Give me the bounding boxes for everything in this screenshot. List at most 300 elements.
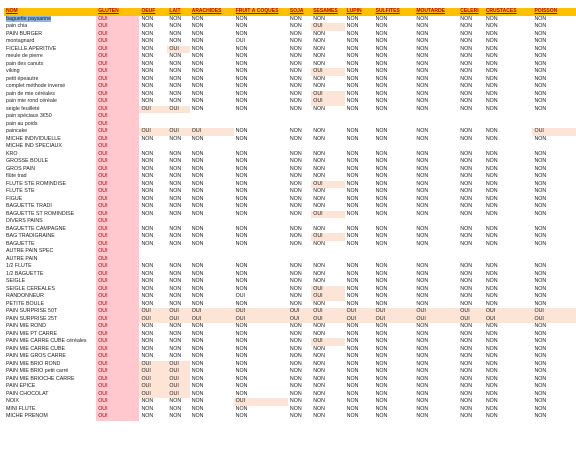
table-row[interactable] xyxy=(4,46,576,54)
allergen-cell[interactable] xyxy=(167,143,189,151)
product-name-cell[interactable] xyxy=(4,61,96,69)
allergen-cell[interactable]: NON xyxy=(375,75,388,82)
table-row[interactable] xyxy=(4,233,576,241)
allergen-cell[interactable]: NON xyxy=(313,225,325,232)
column-header[interactable]: CELERI xyxy=(458,8,484,16)
allergen-cell[interactable]: NON xyxy=(191,353,204,359)
allergen-cell[interactable]: NON xyxy=(375,240,388,247)
allergen-cell[interactable]: NON xyxy=(534,323,547,329)
allergen-cell[interactable]: NON xyxy=(235,345,248,352)
allergen-cell[interactable] xyxy=(484,256,533,264)
allergen-cell[interactable]: NON xyxy=(289,368,302,374)
allergen-cell[interactable]: NON xyxy=(313,60,325,67)
allergen-cell[interactable]: NON xyxy=(485,293,498,299)
allergen-cell[interactable]: NON xyxy=(235,135,248,142)
allergen-cell[interactable]: NON xyxy=(460,203,473,209)
allergen-cell[interactable] xyxy=(190,143,234,151)
product-name-cell[interactable] xyxy=(4,121,96,129)
allergen-cell[interactable]: NON xyxy=(416,135,429,142)
allergen-cell[interactable]: OUI xyxy=(311,286,344,294)
allergen-cell[interactable]: OUI xyxy=(190,128,234,136)
allergen-cell[interactable]: NON xyxy=(346,390,359,397)
allergen-cell[interactable]: NON xyxy=(289,345,302,352)
allergen-cell[interactable]: OUI xyxy=(96,406,139,414)
allergen-cell[interactable]: NON xyxy=(460,233,473,239)
allergen-cell[interactable] xyxy=(374,121,415,129)
allergen-cell[interactable]: NON xyxy=(191,233,204,239)
allergen-cell[interactable]: NON xyxy=(346,240,359,247)
allergen-cell[interactable]: NON xyxy=(485,23,498,29)
allergen-cell[interactable]: NON xyxy=(460,345,473,352)
allergen-cell[interactable]: OUI xyxy=(311,68,344,76)
product-name-cell[interactable] xyxy=(4,136,96,144)
allergen-cell[interactable]: NON xyxy=(416,173,429,179)
table-row[interactable] xyxy=(4,241,576,249)
allergen-cell[interactable]: NON xyxy=(169,300,182,307)
allergen-cell[interactable] xyxy=(345,143,374,151)
allergen-cell[interactable]: NON xyxy=(375,38,388,44)
allergen-cell[interactable]: NON xyxy=(141,173,154,179)
allergen-cell[interactable]: NON xyxy=(485,90,498,97)
allergen-cell[interactable]: OUI xyxy=(96,106,139,114)
allergen-cell[interactable]: OUI xyxy=(96,61,139,69)
product-name-cell[interactable] xyxy=(4,53,96,61)
table-row[interactable] xyxy=(4,376,576,384)
allergen-cell[interactable]: NON xyxy=(191,405,204,412)
table-row[interactable] xyxy=(4,383,576,391)
allergen-cell[interactable]: NON xyxy=(460,293,473,299)
allergen-cell[interactable]: NON xyxy=(485,188,498,194)
allergen-cell[interactable]: NON xyxy=(169,173,182,179)
allergen-cell[interactable] xyxy=(458,121,484,129)
allergen-cell[interactable]: NON xyxy=(141,165,154,172)
allergen-cell[interactable]: NON xyxy=(460,180,473,187)
allergen-cell[interactable]: NON xyxy=(289,405,302,412)
allergen-cell[interactable]: NON xyxy=(289,53,302,59)
allergen-cell[interactable]: NON xyxy=(375,383,388,389)
allergen-cell[interactable]: NON xyxy=(375,263,388,269)
allergen-cell[interactable]: NON xyxy=(289,338,302,344)
allergen-cell[interactable]: OUI xyxy=(96,233,139,241)
allergen-cell[interactable] xyxy=(532,256,576,264)
allergen-cell[interactable]: NON xyxy=(141,30,154,37)
allergen-cell[interactable]: NON xyxy=(141,225,154,232)
allergen-cell[interactable]: OUI xyxy=(96,383,139,391)
allergen-cell[interactable]: NON xyxy=(416,60,429,67)
allergen-cell[interactable]: NON xyxy=(534,158,547,164)
allergen-cell[interactable]: NON xyxy=(235,368,248,374)
allergen-cell[interactable]: NON xyxy=(313,75,325,82)
allergen-cell[interactable]: NON xyxy=(289,293,302,299)
allergen-cell[interactable]: NON xyxy=(375,398,388,404)
allergen-cell[interactable]: NON xyxy=(485,15,498,22)
allergen-cell[interactable]: OUI xyxy=(96,31,139,39)
product-name-cell[interactable] xyxy=(4,368,96,376)
allergen-cell[interactable]: NON xyxy=(375,210,388,217)
allergen-cell[interactable]: NON xyxy=(191,30,204,37)
allergen-cell[interactable]: NON xyxy=(141,75,154,82)
product-name-cell[interactable] xyxy=(4,346,96,354)
allergen-cell[interactable]: NON xyxy=(141,38,154,44)
allergen-cell[interactable]: NON xyxy=(375,150,388,157)
allergen-cell[interactable]: NON xyxy=(485,405,498,412)
allergen-cell[interactable]: OUI xyxy=(96,361,139,369)
allergen-cell[interactable]: NON xyxy=(460,68,473,74)
allergen-cell[interactable]: NON xyxy=(375,173,388,179)
allergen-cell[interactable]: OUI xyxy=(96,38,139,46)
allergen-cell[interactable]: NON xyxy=(235,165,248,172)
allergen-cell[interactable] xyxy=(234,143,288,151)
allergen-cell[interactable]: NON xyxy=(534,105,547,112)
allergen-cell[interactable]: NON xyxy=(191,60,204,67)
allergen-cell[interactable]: NON xyxy=(460,38,473,44)
allergen-cell[interactable]: NON xyxy=(416,285,429,292)
allergen-cell[interactable]: NON xyxy=(534,195,547,202)
allergen-cell[interactable]: NON xyxy=(235,45,248,52)
allergen-cell[interactable]: NON xyxy=(191,75,204,82)
product-name-cell[interactable] xyxy=(4,383,96,391)
product-name-cell[interactable] xyxy=(4,331,96,339)
allergen-cell[interactable]: NON xyxy=(235,60,248,67)
allergen-cell[interactable]: NON xyxy=(141,240,154,247)
allergen-cell[interactable]: OUI xyxy=(139,368,167,376)
allergen-cell[interactable]: OUI xyxy=(234,308,288,316)
table-row[interactable] xyxy=(4,76,576,84)
table-row[interactable] xyxy=(4,113,576,121)
allergen-cell[interactable]: NON xyxy=(235,150,248,157)
allergen-cell[interactable]: NON xyxy=(169,225,182,232)
allergen-cell[interactable]: NON xyxy=(235,53,248,59)
allergen-cell[interactable]: NON xyxy=(346,53,359,59)
allergen-cell[interactable]: NON xyxy=(375,90,388,97)
allergen-cell[interactable]: NON xyxy=(141,330,154,337)
allergen-cell[interactable]: NON xyxy=(235,203,248,209)
allergen-cell[interactable]: OUI xyxy=(96,143,139,151)
table-row[interactable] xyxy=(4,136,576,144)
allergen-cell[interactable]: NON xyxy=(235,405,248,412)
allergen-cell[interactable]: NON xyxy=(191,225,204,232)
allergen-cell[interactable] xyxy=(234,121,288,129)
allergen-cell[interactable] xyxy=(484,113,533,121)
allergen-cell[interactable]: NON xyxy=(346,405,359,412)
product-name-cell[interactable] xyxy=(4,113,96,121)
allergen-cell[interactable]: NON xyxy=(141,68,154,74)
allergen-cell[interactable]: OUI xyxy=(96,226,139,234)
allergen-cell[interactable]: NON xyxy=(375,233,388,239)
allergen-cell[interactable]: NON xyxy=(460,15,473,22)
table-row[interactable] xyxy=(4,151,576,159)
allergen-cell[interactable]: NON xyxy=(416,150,429,157)
allergen-cell[interactable]: NON xyxy=(375,360,388,367)
allergen-cell[interactable] xyxy=(288,256,311,264)
allergen-cell[interactable]: NON xyxy=(346,90,359,97)
allergen-cell[interactable]: OUI xyxy=(311,316,344,324)
allergen-cell[interactable] xyxy=(484,218,533,226)
allergen-cell[interactable]: NON xyxy=(416,68,429,74)
allergen-cell[interactable]: NON xyxy=(289,128,302,134)
allergen-cell[interactable]: NON xyxy=(460,270,473,277)
allergen-cell[interactable]: OUI xyxy=(458,308,484,316)
allergen-cell[interactable]: NON xyxy=(169,278,182,284)
product-name-cell[interactable] xyxy=(4,16,96,24)
allergen-cell[interactable] xyxy=(311,256,344,264)
product-name-cell[interactable] xyxy=(4,308,96,316)
allergen-cell[interactable]: NON xyxy=(141,195,154,202)
allergen-cell[interactable]: NON xyxy=(169,233,182,239)
allergen-cell[interactable]: OUI xyxy=(96,398,139,406)
allergen-cell[interactable]: NON xyxy=(169,150,182,157)
allergen-cell[interactable]: NON xyxy=(460,278,473,284)
table-row[interactable] xyxy=(4,166,576,174)
allergen-cell[interactable]: NON xyxy=(534,180,547,187)
allergen-cell[interactable]: NON xyxy=(485,300,498,307)
allergen-cell[interactable]: NON xyxy=(289,233,302,239)
allergen-cell[interactable]: NON xyxy=(534,75,547,82)
allergen-cell[interactable]: NON xyxy=(460,225,473,232)
table-row[interactable] xyxy=(4,398,576,406)
allergen-cell[interactable]: NON xyxy=(460,105,473,112)
table-row[interactable] xyxy=(4,278,576,286)
allergen-cell[interactable]: NON xyxy=(313,83,325,89)
allergen-cell[interactable]: NON xyxy=(416,203,429,209)
product-name-cell[interactable] xyxy=(4,413,96,421)
allergen-cell[interactable] xyxy=(190,256,234,264)
allergen-cell[interactable] xyxy=(311,248,344,256)
allergen-cell[interactable]: NON xyxy=(235,180,248,187)
allergen-cell[interactable]: OUI xyxy=(96,76,139,84)
allergen-cell[interactable]: NON xyxy=(416,30,429,37)
allergen-cell[interactable]: NON xyxy=(169,285,182,292)
allergen-cell[interactable]: NON xyxy=(416,398,429,404)
allergen-cell[interactable] xyxy=(234,113,288,121)
allergen-cell[interactable]: NON xyxy=(289,188,302,194)
allergen-cell[interactable]: NON xyxy=(289,353,302,359)
allergen-cell[interactable]: NON xyxy=(289,135,302,142)
product-name-cell[interactable] xyxy=(4,106,96,114)
allergen-cell[interactable] xyxy=(234,218,288,226)
allergen-cell[interactable] xyxy=(139,218,167,226)
table-row[interactable] xyxy=(4,368,576,376)
allergen-cell[interactable]: NON xyxy=(235,383,248,389)
allergen-cell[interactable]: NON xyxy=(313,330,325,337)
allergen-cell[interactable]: OUI xyxy=(96,338,139,346)
allergen-cell[interactable]: NON xyxy=(346,225,359,232)
allergen-cell[interactable]: NON xyxy=(313,368,325,374)
allergen-cell[interactable]: NON xyxy=(191,23,204,29)
allergen-cell[interactable]: NON xyxy=(485,353,498,359)
allergen-cell[interactable]: OUI xyxy=(96,16,139,24)
allergen-cell[interactable]: NON xyxy=(289,263,302,269)
allergen-cell[interactable]: NON xyxy=(191,68,204,74)
allergen-cell[interactable]: NON xyxy=(235,83,248,89)
allergen-cell[interactable]: NON xyxy=(346,353,359,359)
allergen-cell[interactable]: NON xyxy=(416,413,429,419)
allergen-cell[interactable]: NON xyxy=(346,60,359,67)
table-row[interactable] xyxy=(4,83,576,91)
allergen-cell[interactable]: NON xyxy=(534,413,547,419)
allergen-cell[interactable]: NON xyxy=(289,413,302,419)
allergen-cell[interactable]: NON xyxy=(235,188,248,194)
allergen-cell[interactable]: OUI xyxy=(96,121,139,129)
allergen-cell[interactable]: NON xyxy=(141,300,154,307)
allergen-cell[interactable]: NON xyxy=(416,375,429,382)
allergen-cell[interactable]: NON xyxy=(375,353,388,359)
table-row[interactable] xyxy=(4,413,576,421)
allergen-cell[interactable]: NON xyxy=(460,158,473,164)
allergen-cell[interactable]: NON xyxy=(346,173,359,179)
allergen-cell[interactable]: NON xyxy=(346,360,359,367)
allergen-cell[interactable]: NON xyxy=(313,278,325,284)
allergen-cell[interactable]: NON xyxy=(460,173,473,179)
allergen-cell[interactable]: NON xyxy=(346,375,359,382)
allergen-cell[interactable]: NON xyxy=(534,173,547,179)
allergen-cell[interactable]: OUI xyxy=(311,338,344,346)
allergen-cell[interactable]: NON xyxy=(141,293,154,299)
allergen-cell[interactable]: NON xyxy=(289,278,302,284)
allergen-cell[interactable]: NON xyxy=(313,323,325,329)
allergen-cell[interactable]: NON xyxy=(313,135,325,142)
allergen-cell[interactable]: NON xyxy=(460,188,473,194)
allergen-cell[interactable]: NON xyxy=(416,98,429,104)
allergen-cell[interactable]: OUI xyxy=(96,413,139,421)
allergen-cell[interactable]: NON xyxy=(346,270,359,277)
allergen-cell[interactable]: OUI xyxy=(96,316,139,324)
allergen-cell[interactable]: NON xyxy=(191,180,204,187)
allergen-cell[interactable]: NON xyxy=(534,390,547,397)
allergen-cell[interactable]: NON xyxy=(169,30,182,37)
allergen-cell[interactable] xyxy=(458,218,484,226)
allergen-cell[interactable] xyxy=(414,143,458,151)
allergen-cell[interactable]: NON xyxy=(169,135,182,142)
allergen-cell[interactable]: OUI xyxy=(167,361,189,369)
allergen-cell[interactable]: OUI xyxy=(139,128,167,136)
product-name-cell[interactable] xyxy=(4,361,96,369)
allergen-cell[interactable] xyxy=(374,256,415,264)
allergen-cell[interactable]: NON xyxy=(460,210,473,217)
allergen-cell[interactable]: OUI xyxy=(311,308,344,316)
allergen-cell[interactable]: NON xyxy=(460,165,473,172)
allergen-cell[interactable]: OUI xyxy=(96,391,139,399)
allergen-cell[interactable]: NON xyxy=(346,15,359,22)
allergen-cell[interactable]: OUI xyxy=(139,106,167,114)
allergen-cell[interactable]: NON xyxy=(416,83,429,89)
allergen-cell[interactable]: NON xyxy=(460,30,473,37)
allergen-cell[interactable]: OUI xyxy=(167,128,189,136)
allergen-cell[interactable]: OUI xyxy=(96,188,139,196)
allergen-cell[interactable]: NON xyxy=(235,330,248,337)
allergen-cell[interactable]: NON xyxy=(191,368,204,374)
allergen-cell[interactable]: NON xyxy=(534,263,547,269)
product-name-cell[interactable] xyxy=(4,83,96,91)
allergen-cell[interactable]: NON xyxy=(191,98,204,104)
allergen-cell[interactable]: NON xyxy=(235,158,248,164)
allergen-cell[interactable]: NON xyxy=(534,203,547,209)
allergen-cell[interactable]: NON xyxy=(534,338,547,344)
allergen-cell[interactable]: NON xyxy=(485,203,498,209)
table-row[interactable] xyxy=(4,38,576,46)
allergen-cell[interactable]: NON xyxy=(485,278,498,284)
allergen-cell[interactable]: OUI xyxy=(96,91,139,99)
allergen-cell[interactable]: NON xyxy=(346,158,359,164)
allergen-cell[interactable]: NON xyxy=(485,225,498,232)
allergen-cell[interactable]: OUI xyxy=(311,293,344,301)
allergen-cell[interactable]: NON xyxy=(191,203,204,209)
allergen-cell[interactable]: NON xyxy=(289,390,302,397)
allergen-cell[interactable]: NON xyxy=(289,398,302,404)
allergen-cell[interactable]: NON xyxy=(460,285,473,292)
allergen-cell[interactable]: NON xyxy=(289,270,302,277)
allergen-cell[interactable]: NON xyxy=(313,158,325,164)
allergen-cell[interactable]: NON xyxy=(375,180,388,187)
allergen-cell[interactable]: NON xyxy=(416,75,429,82)
allergen-cell[interactable]: NON xyxy=(375,300,388,307)
allergen-cell[interactable]: NON xyxy=(289,105,302,112)
allergen-cell[interactable]: NON xyxy=(313,45,325,52)
allergen-cell[interactable] xyxy=(139,121,167,129)
allergen-cell[interactable]: NON xyxy=(289,180,302,187)
allergen-cell[interactable]: NON xyxy=(416,165,429,172)
allergen-cell[interactable] xyxy=(414,121,458,129)
product-name-cell[interactable] xyxy=(4,226,96,234)
allergen-cell[interactable]: NON xyxy=(416,360,429,367)
table-row[interactable] xyxy=(4,316,576,324)
allergen-cell[interactable]: NON xyxy=(485,233,498,239)
allergen-cell[interactable]: NON xyxy=(191,195,204,202)
product-name-cell[interactable] xyxy=(4,158,96,166)
allergen-cell[interactable]: NON xyxy=(416,225,429,232)
product-name-cell[interactable] xyxy=(4,203,96,211)
table-row[interactable] xyxy=(4,346,576,354)
allergen-cell[interactable]: NON xyxy=(169,210,182,217)
allergen-cell[interactable]: NON xyxy=(534,83,547,89)
allergen-cell[interactable]: NON xyxy=(534,353,547,359)
allergen-cell[interactable]: OUI xyxy=(345,308,374,316)
allergen-cell[interactable]: NON xyxy=(235,210,248,217)
allergen-cell[interactable] xyxy=(234,256,288,264)
allergen-cell[interactable]: NON xyxy=(313,165,325,172)
product-name-cell[interactable] xyxy=(4,233,96,241)
product-name-cell[interactable] xyxy=(4,196,96,204)
allergen-cell[interactable]: NON xyxy=(485,323,498,329)
allergen-cell[interactable]: NON xyxy=(289,90,302,97)
allergen-cell[interactable]: NON xyxy=(169,353,182,359)
table-row[interactable] xyxy=(4,98,576,106)
allergen-cell[interactable]: NON xyxy=(191,105,204,112)
allergen-cell[interactable]: NON xyxy=(141,15,154,22)
allergen-cell[interactable]: NON xyxy=(191,278,204,284)
allergen-cell[interactable]: NON xyxy=(346,285,359,292)
allergen-cell[interactable]: NON xyxy=(460,263,473,269)
allergen-cell[interactable]: NON xyxy=(191,90,204,97)
allergen-cell[interactable]: NON xyxy=(169,323,182,329)
product-name-cell[interactable] xyxy=(4,286,96,294)
product-name-cell[interactable] xyxy=(4,68,96,76)
allergen-cell[interactable]: NON xyxy=(289,225,302,232)
allergen-cell[interactable]: NON xyxy=(235,300,248,307)
allergen-cell[interactable]: NON xyxy=(534,233,547,239)
allergen-cell[interactable]: OUI xyxy=(311,211,344,219)
allergen-cell[interactable]: NON xyxy=(346,368,359,374)
column-header[interactable]: LAIT xyxy=(167,8,189,16)
allergen-cell[interactable]: NON xyxy=(169,90,182,97)
allergen-cell[interactable]: NON xyxy=(289,300,302,307)
table-row[interactable] xyxy=(4,361,576,369)
allergen-cell[interactable]: NON xyxy=(346,30,359,37)
allergen-cell[interactable]: NON xyxy=(416,90,429,97)
allergen-cell[interactable]: NON xyxy=(313,195,325,202)
allergen-cell[interactable]: NON xyxy=(235,173,248,179)
allergen-cell[interactable]: NON xyxy=(346,105,359,112)
